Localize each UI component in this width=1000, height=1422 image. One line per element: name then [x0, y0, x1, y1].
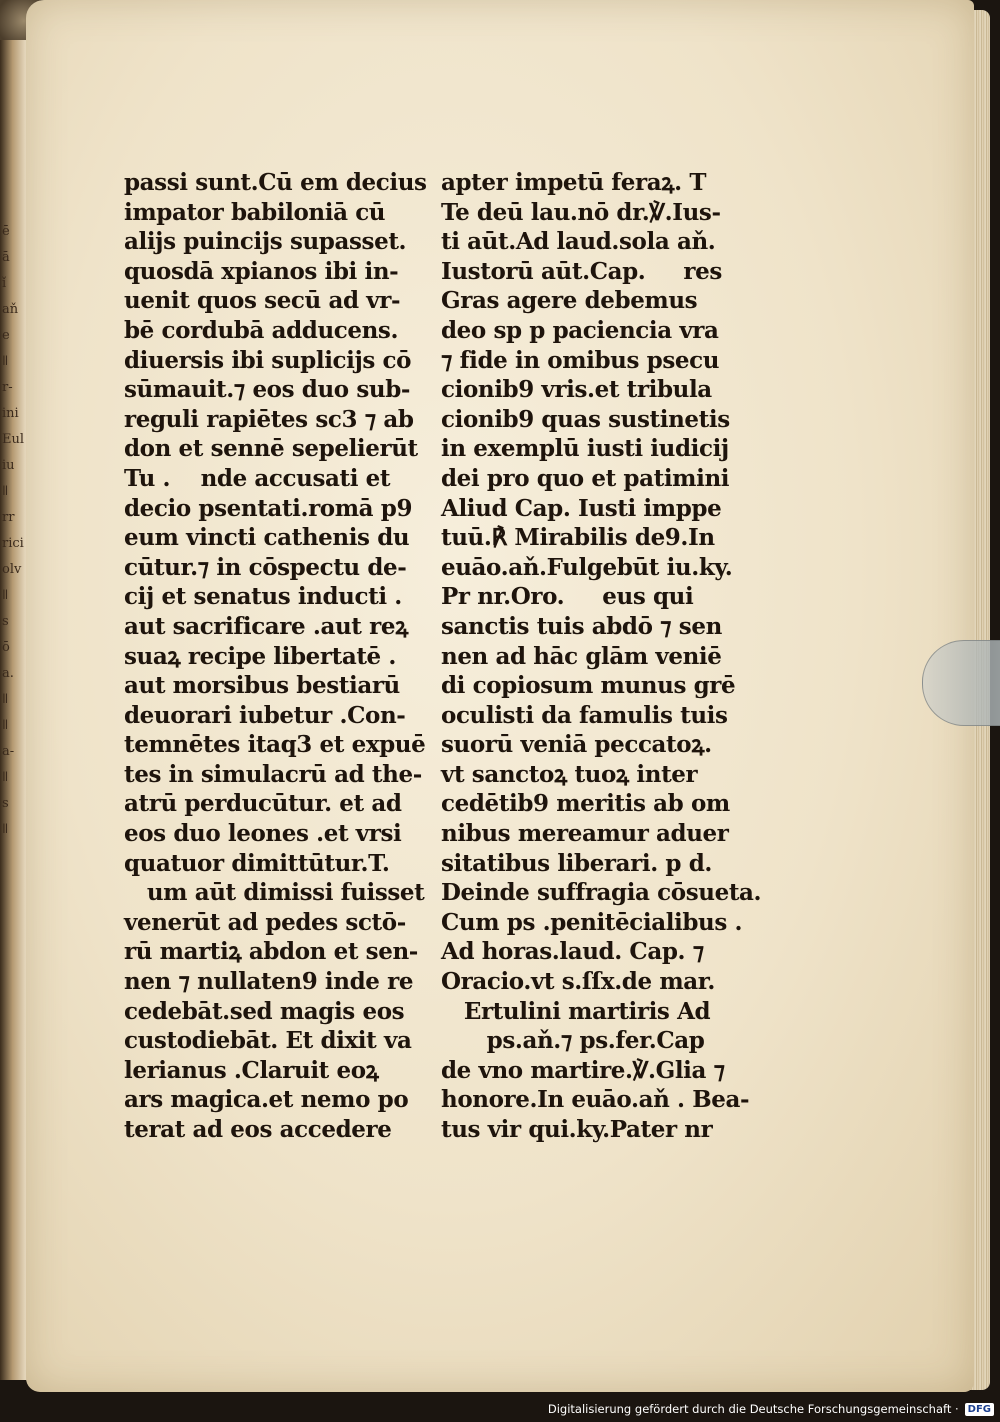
text-line: in exemplū iusti iudicij — [441, 435, 729, 463]
text-line: terat ad eos accedere — [124, 1116, 392, 1143]
text-column-left — [124, 168, 427, 1145]
text-line: Pr nr.Oro. eus qui — [441, 583, 694, 611]
edge-text-fragment: ǁ — [2, 718, 9, 733]
text-line: nen ad hāc glām veniē — [441, 642, 722, 670]
text-line: oculisti da famulis tuis — [441, 701, 728, 729]
text-line: Gras agere debemus — [441, 287, 698, 315]
text-line: rū martiꝝ abdon et sen- — [124, 938, 418, 966]
text-line: ⁊ fide in omibus psecu — [441, 346, 720, 374]
dfg-logo: DFG — [965, 1403, 994, 1416]
text-line: apter impetū feraꝝ. T — [441, 169, 707, 196]
edge-text-fragment: ā — [2, 250, 10, 265]
text-line: um aūt dimissi fuisset — [124, 879, 425, 907]
text-column-right — [441, 168, 762, 1145]
edge-text-fragment: ǁ — [2, 354, 9, 369]
edge-text-fragment: rici — [2, 536, 24, 551]
text-line: Ad horas.laud. Cap. ⁊ — [441, 938, 704, 966]
text-line: cij et senatus inducti . — [124, 583, 402, 611]
text-line: nen ⁊ nullaten9 inde re — [124, 968, 414, 996]
text-line: dei pro quo et patimini — [441, 464, 730, 492]
text-line: de vno martire.℣.Glia ⁊ — [441, 1056, 725, 1084]
text-line: Oracio.vt s.ſſx.de mar. — [441, 968, 715, 996]
edge-text-fragment: a. — [2, 666, 14, 681]
text-line: reguli rapiētes sc3 ⁊ ab — [124, 405, 414, 433]
text-line: custodiebāt. Et dixit va — [124, 1027, 412, 1055]
edge-text-fragment: ō — [2, 640, 10, 655]
text-line: don et sennē sepelierūt — [124, 435, 418, 463]
edge-text-fragment: aň — [2, 302, 19, 317]
text-line: quatuor dimittūtur.T. — [124, 849, 390, 877]
text-line: quosdā xpianos ibi in- — [124, 257, 399, 285]
edge-text-fragment: e — [2, 328, 10, 343]
text-line: nibus mereamur aduer — [441, 820, 729, 848]
edge-text-fragment: ini — [2, 406, 19, 421]
text-line: bē cordubā adducens. — [124, 316, 399, 344]
text-line: ps.aň.⁊ ps.fer.Cap — [441, 1027, 705, 1055]
text-line: Aliud Cap. Iusti imppe — [441, 494, 722, 522]
footer-bar — [0, 1396, 1000, 1422]
edge-text-fragment: iu — [2, 458, 15, 473]
edge-text-fragment: rr — [2, 510, 15, 525]
text-line: venerūt ad pedes sctō- — [124, 908, 406, 936]
text-line: tus vir qui.ky.Pater nr — [441, 1116, 713, 1143]
edge-text-fragment: ǁ — [2, 588, 9, 603]
text-line: tes in simulacrū ad the- — [124, 760, 422, 788]
text-line: decio psentati.romā p9 — [124, 494, 413, 522]
text-line: cedebāt.sed magis eos — [124, 997, 405, 1025]
text-line: cionib9 vris.et tribula — [441, 376, 712, 404]
edge-text-fragment: s — [2, 796, 9, 811]
text-line: sitatibus liberari. p d. — [441, 849, 712, 877]
edge-text-fragment: Eul — [2, 432, 25, 447]
text-line: eos duo leones .et vrsi — [124, 820, 402, 848]
text-line: Deinde suffragia cōsueta. — [441, 879, 762, 907]
text-line: aut sacrificare .aut reꝝ — [124, 612, 408, 640]
text-line: passi sunt.Cū em decius — [124, 169, 427, 196]
footer-credit: Digitalisierung gefördert durch die Deutsche Forschungsgemeinschaft · — [547, 1402, 959, 1416]
text-line: suaꝝ recipe libertatē . — [124, 642, 396, 670]
text-line: euāo.aň.Fulgebūt iu.ky. — [441, 553, 733, 581]
edge-text-fragment: ǁ — [2, 822, 9, 837]
text-line: sanctis tuis abdō ⁊ sen — [441, 612, 722, 640]
text-line: suorū veniā peccatoꝝ. — [441, 731, 712, 759]
edge-text-fragment: s — [2, 614, 9, 629]
text-line: Ertulini martiris Ad — [441, 997, 711, 1025]
edge-text-fragment: r- — [2, 380, 13, 395]
page-clip — [922, 640, 1000, 726]
text-line: vt sanctoꝝ tuoꝝ inter — [441, 760, 698, 788]
text-line: Te deū lau.nō dr.℣.Ius- — [441, 198, 721, 226]
text-line: Cum ps .penitēcialibus . — [441, 908, 743, 936]
text-line: lerianus .Claruit eoꝝ — [124, 1056, 379, 1084]
edge-text-fragment: ǁ — [2, 770, 9, 785]
text-line: impator babiloniā cū — [124, 198, 386, 226]
text-line: deuorari iubetur .Con- — [124, 701, 406, 729]
text-line: ti aūt.Ad laud.sola aň. — [441, 228, 716, 256]
text-line: tuū.℟ Mirabilis de9.In — [441, 524, 715, 552]
text-line: deo sp p paciencia vra — [441, 316, 719, 344]
edge-text-fragment: ē — [2, 224, 10, 239]
text-line: alijs puincijs supasset. — [124, 228, 407, 256]
edge-text-fragment: a- — [2, 744, 15, 759]
edge-text-fragment: olv — [2, 562, 22, 577]
text-line: Tu . nde accusati et — [124, 464, 391, 492]
text-line: atrū perducūtur. et ad — [124, 790, 402, 818]
text-line: ars magica.et nemo po — [124, 1086, 409, 1114]
text-line: cionib9 quas sustinetis — [441, 405, 730, 433]
text-line: sūmauit.⁊ eos duo sub- — [124, 376, 411, 404]
text-line: temnētes itaq3 et expuē — [124, 731, 426, 759]
text-line: cūtur.⁊ in cōspectu de- — [124, 553, 407, 581]
text-line: diuersis ibi suplicijs cō — [124, 346, 412, 374]
edge-text-fragment: ǐ — [2, 276, 7, 291]
text-line: di copiosum munus grē — [441, 672, 736, 700]
text-line: honore.In euāo.aň . Bea- — [441, 1086, 750, 1114]
text-line: aut morsibus bestiarū — [124, 672, 400, 700]
edge-text-fragment: ǁ — [2, 692, 9, 707]
text-line: uenit quos secū ad vr- — [124, 287, 401, 315]
text-line: Iustorū aūt.Cap. res — [441, 257, 722, 285]
text-line: cedētib9 meritis ab om — [441, 790, 730, 818]
edge-text-fragment: ǁ — [2, 484, 9, 499]
text-line: eum vincti cathenis du — [124, 524, 410, 552]
